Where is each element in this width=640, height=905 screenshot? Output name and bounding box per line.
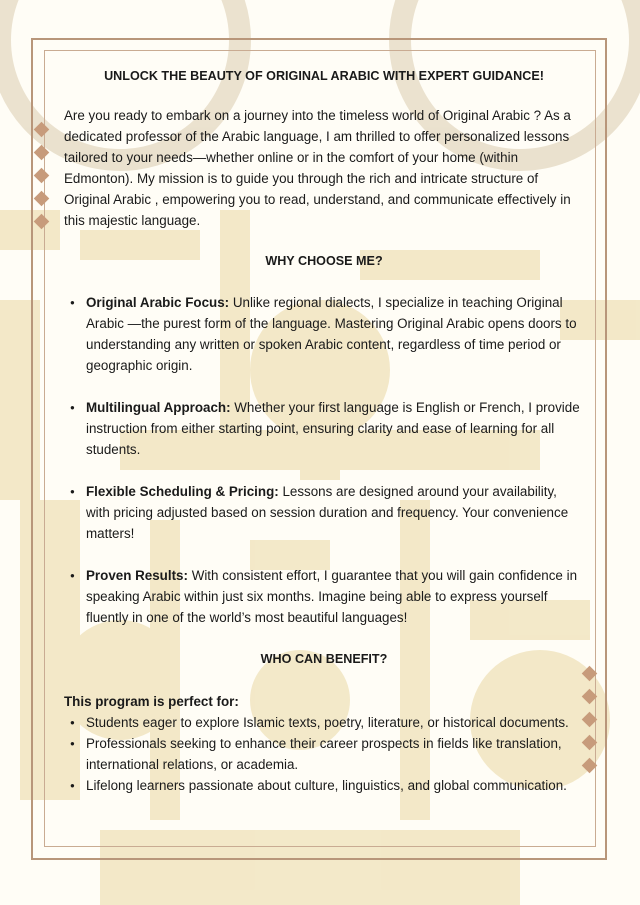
who-can-benefit-heading: WHO CAN BENEFIT? — [260, 652, 388, 666]
right-diamond-ornament — [584, 668, 595, 783]
audience-item: ● Professionals seeking to enhance their career prospects in fields like translation, international relations, or academia. — [64, 733, 584, 775]
why-choose-heading: WHY CHOOSE ME? — [265, 254, 383, 268]
audience-item: ● Lifelong learners passionate about culture, linguistics, and global communication. — [64, 775, 584, 796]
intro-paragraph: Are you ready to embark on a journey into the timeless world of Original Arabic ? As a dedicated professor of the Arabic language, I am thrilled to offer personalized lessons tailored to your needs—whether online or in the comfort of your home (within Edmonton). My mission is to guide you through the rich and intricate structure of Original Arabic , empowering you to read, understand, and communicate effectively in this majestic language. — [64, 108, 571, 228]
main-heading: UNLOCK THE BEAUTY OF ORIGINAL ARABIC WITH EXPERT GUIDANCE! — [104, 69, 544, 83]
program-perfect-for-label: This program is perfect for: — [64, 694, 239, 709]
benefits-list — [64, 292, 584, 628]
benefit-item: ● Proven Results: With consistent effort, I guarantee that you will gain confidence in speaking Arabic within just six months. Imagine being able to express yourself fluently in one of the world’s most beautiful languages! — [64, 565, 584, 628]
benefit-item: ● Original Arabic Focus: Unlike regional dialects, I specialize in teaching Original Arabic —the purest form of the language. Mastering Original Arabic opens doors to understanding any written or spoken Arabic content, regardless of time period or geographic origin. — [64, 292, 584, 376]
benefit-item: ● Multilingual Approach: Whether your first language is English or French, I provide instruction from either starting point, ensuring clarity and ease of learning for all students. — [64, 397, 584, 460]
document-body — [64, 62, 584, 796]
benefit-item: ● Flexible Scheduling & Pricing: Lessons are designed around your availability, with pricing adjusted based on session duration and frequency. Your convenience matters! — [64, 481, 584, 544]
left-diamond-ornament — [36, 124, 47, 239]
audience-item: ● Students eager to explore Islamic texts, poetry, literature, or historical documents. — [64, 712, 584, 733]
audience-list — [64, 712, 584, 796]
